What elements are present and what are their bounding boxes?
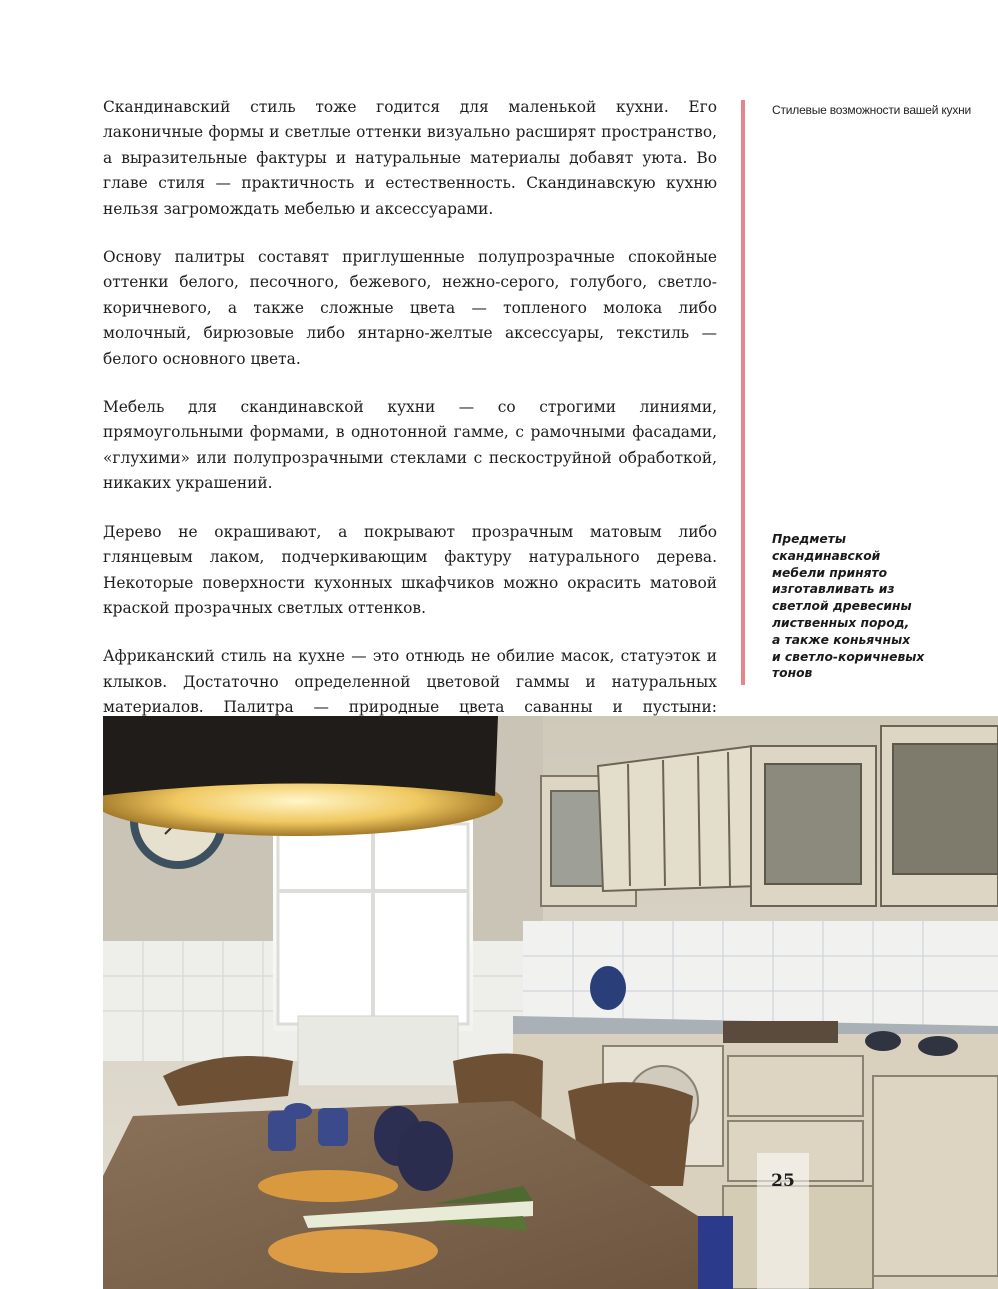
kitchen-photo [103, 716, 998, 1289]
paragraph-palette: Основу палитры составят приглушенные полупрозрачные спокойные оттенки белого, песочного, бежевого, нежно-серого, голубого, светло-коричневого, а также сложные цвета — топленого молока либо молочный, бирюзовые либо янтарно-желтые аксессуары, текстиль — белого основного цвета. [103, 248, 717, 368]
paragraph-furniture: Мебель для скандинавской кухни — со строгими линиями, прямоугольными формами, в однотонной гамме, с рамочными фасадами, «глухими» или полупрозрачными стеклами с пескоструйной обработкой, никаких украшений. [103, 398, 717, 493]
sidebar-accent-rule [741, 100, 745, 685]
paragraph-wood: Дерево не окрашивают, а покрывают прозрачным матовым либо глянцевым лаком, подчеркивающим фактуру натурального дерева. Некоторые поверхности кухонных шкафчиков можно окрасить матовой краской прозрачных светлых оттенков. [103, 522, 717, 617]
page-number: 25 [757, 1153, 809, 1289]
sidebar-title: Стилевые возможности вашей кухни [772, 103, 972, 117]
paragraph-african-style: Африканский стиль на кухне — это отнюдь не обилие масок, статуэток и клыков. Достаточно определенной цветовой гаммы и натуральных материалов. Палитра — природные цвета саванны и пустыни: [103, 647, 717, 717]
paragraph-scandinavian-intro: Скандинавский стиль тоже годится для маленькой кухни. Его лаконичные формы и светлые оттенки визуально расширят пространство, а выразительные фактуры и натуральные материалы добавят уюта. Во главе стиля — практичность и естественность. Скандинавскую кухню нельзя загромождать мебелью и аксессуарами. [103, 98, 717, 218]
photo-caption: Предметы скандинавской мебели принято изготавливать из светлой древесины лиственных пород, а также коньячных и светло-коричневых тонов [772, 532, 925, 681]
